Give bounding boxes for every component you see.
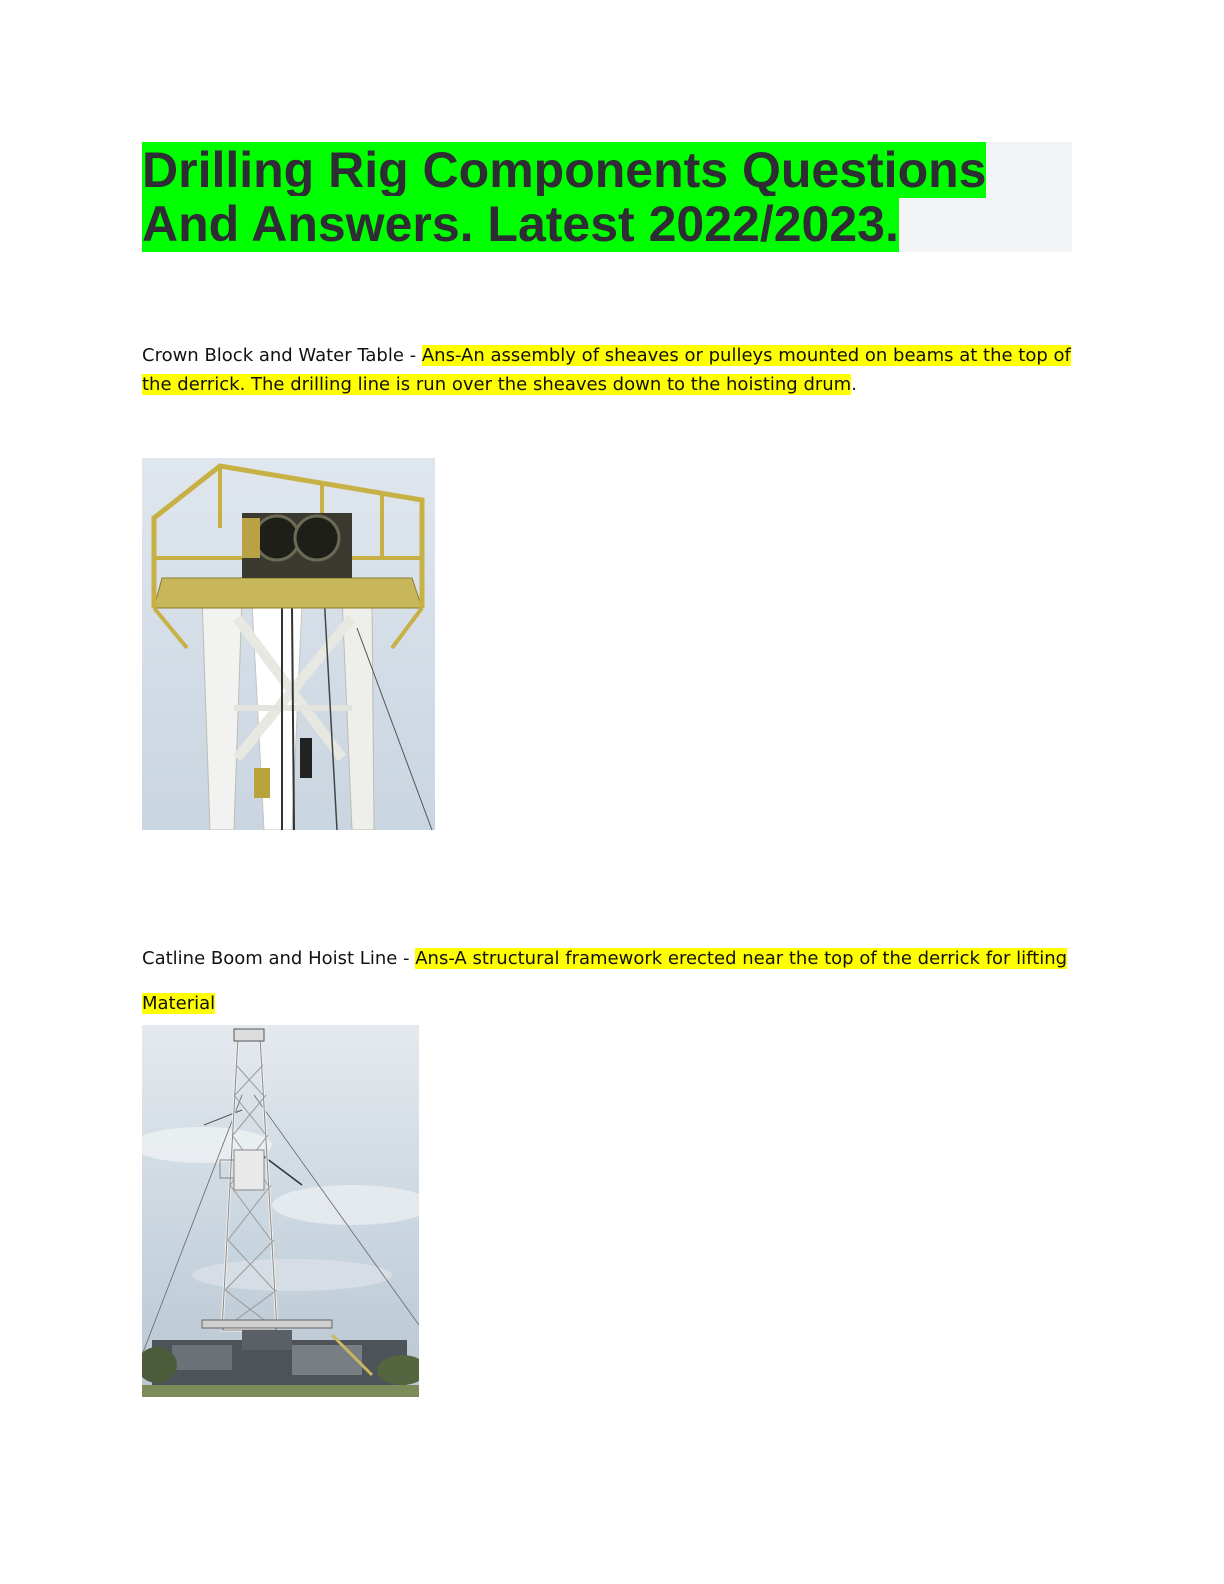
question-text: Catline Boom and Hoist Line - [142,948,416,969]
crown-block-photo [142,458,435,830]
question-text: Crown Block and Water Table - [142,345,422,366]
qa-item-crown-block [142,341,1072,399]
drilling-rig-photo [142,1025,419,1397]
page-title [142,143,1062,251]
qa-item-catline-boom [142,936,1072,1026]
page-title-text: Drilling Rig Components Questions And Answers. Latest 2022/2023. [142,142,987,252]
answer-text: Ans-A structural framework erected near the top of the derrick for lifting Material [142,948,1068,1014]
answer-trailing: . [851,374,857,395]
answer-text: Ans-An assembly of sheaves or pulleys mounted on beams at the top of the derrick. The drilling line is run over the sheaves down to the hoisting drum [142,345,1071,395]
